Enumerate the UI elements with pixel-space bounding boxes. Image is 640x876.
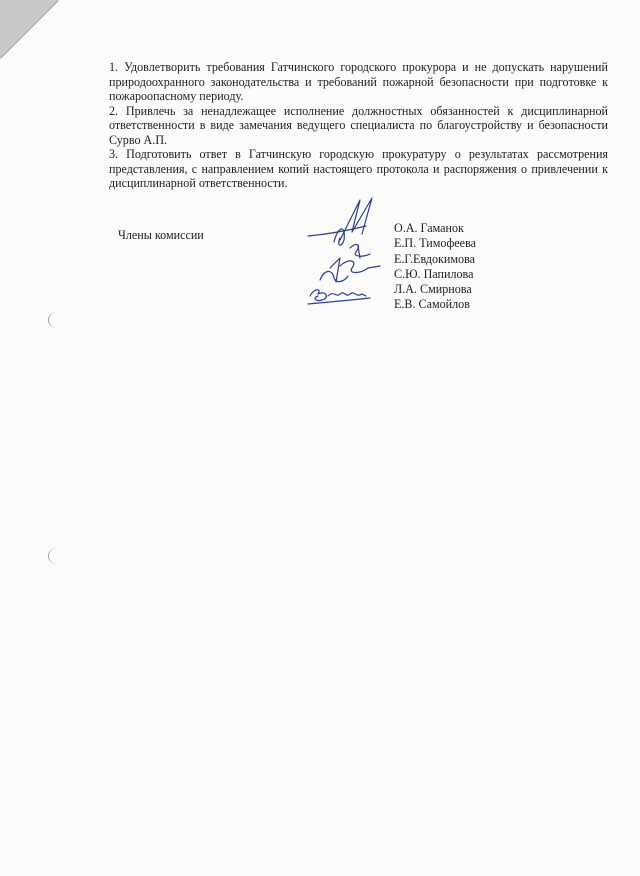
- member-name: Е.П. Тимофеева: [394, 236, 476, 251]
- signature-papilova: [320, 258, 348, 282]
- member-name: Л.А. Смирнова: [394, 282, 472, 297]
- resolution-item-1: 1. Удовлетворить требования Гатчинского городского прокурора и не допускать нарушений природоохранного законодательства и требований пожарной безопасности при подготовке к пожароопасному периоду.: [109, 60, 608, 103]
- member-name: О.А. Гаманок: [394, 221, 464, 235]
- signature-gamanok: [308, 198, 372, 245]
- resolution-item-2: 2. Привлечь за ненадлежащее исполнение должностных обязанностей к дисциплинарной ответственности в виде замечания ведущего специалиста по благоустройству и безопасности Сурво А.П.: [109, 103, 608, 147]
- signature-timofeeva: [350, 245, 370, 258]
- member-name: Е.В. Самойлов: [394, 297, 470, 312]
- punch-hole-top: [48, 312, 65, 328]
- handwritten-signatures: [300, 196, 396, 310]
- member-name: С.Ю. Папилова: [394, 266, 474, 281]
- commission-members-label: Члены комиссии: [118, 228, 204, 242]
- folded-corner: [0, 0, 58, 58]
- member-name: Е.Г.Евдокимова: [394, 251, 476, 266]
- signature-samoylov: [308, 290, 370, 304]
- resolution-text: [109, 60, 608, 191]
- commission-members-list: [394, 221, 476, 313]
- resolution-item-3: 3. Подготовить ответ в Гатчинскую городскую прокуратуру о результатах рассмотрения представления, с направлением копий настоящего протокола и распоряжения о привлечении к дисциплинарной ответственности.: [109, 147, 608, 190]
- punch-hole-bottom: [48, 548, 65, 564]
- signature-evdokimova: [340, 261, 380, 273]
